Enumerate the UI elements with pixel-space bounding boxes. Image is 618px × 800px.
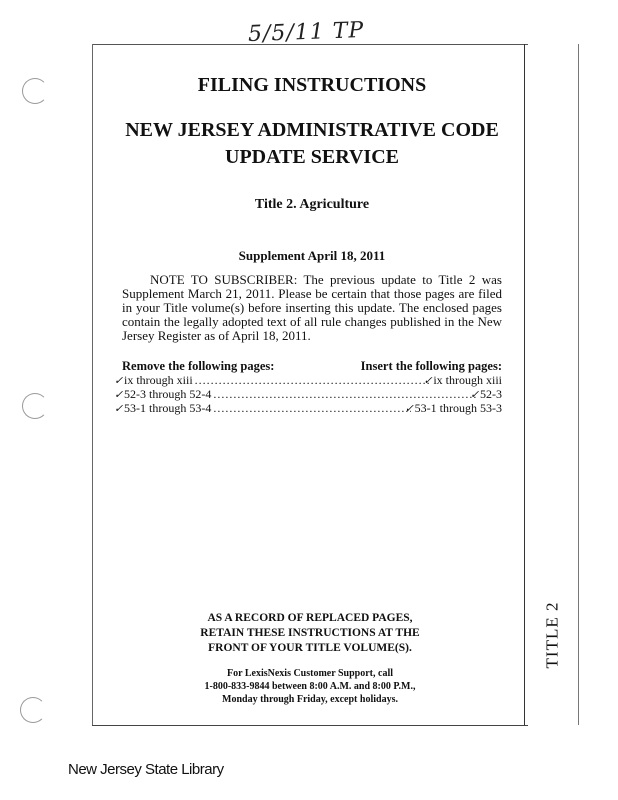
checkmark-icon: ✓ [114, 389, 124, 401]
remove-pages: ix through xiii [124, 373, 193, 387]
dot-leader [195, 374, 430, 387]
insert-pages: 52-3 [480, 387, 502, 401]
record-notice-line-1: AS A RECORD OF REPLACED PAGES, [207, 612, 413, 624]
punch-hole-top [22, 78, 48, 104]
insert-pages: ix through xiii [433, 373, 502, 387]
support-line-1: For LexisNexis Customer Support, call [226, 668, 393, 679]
spine-label: TITLE 2 [542, 601, 562, 669]
handwritten-date-initials: 5/5/11 TP [247, 17, 365, 48]
dot-leader [213, 388, 476, 401]
title-name: Title 2. Agriculture [254, 197, 370, 212]
checkmark-icon: ✓ [114, 375, 124, 387]
remove-pages: 53-1 through 53-4 [124, 401, 212, 415]
page-replacement-table [114, 359, 502, 416]
remove-pages: 52-3 through 52-4 [124, 387, 212, 401]
checkmark-icon: ✓ [470, 389, 480, 401]
record-notice [160, 611, 460, 656]
spine-tab [527, 590, 577, 680]
table-header [122, 359, 502, 374]
checkmark-icon: ✓ [404, 403, 414, 415]
checkmark-icon: ✓ [114, 403, 124, 415]
service-title-line-1: NEW JERSEY ADMINISTRATIVE CODE [125, 119, 499, 141]
punch-hole-middle [22, 393, 48, 419]
subscriber-note: NOTE TO SUBSCRIBER: The previous update to Title 2 was Supplement March 21, 2011. Please be certain that those pages are filed in your Title volume(s) before inserting this update. The enclosed pages contain the legally adopted text of all rule changes published in the New Jersey Register as of April 18, 2011. [122, 272, 502, 343]
table-row [114, 373, 502, 388]
frame-top-line [92, 44, 528, 45]
frame-right-line [578, 44, 579, 725]
customer-support-info [160, 667, 460, 706]
frame-bottom-line [92, 725, 528, 726]
support-line-3: Monday through Friday, except holidays. [222, 694, 398, 705]
record-notice-line-3: FRONT OF YOUR TITLE VOLUME(S). [208, 642, 412, 654]
frame-left-line [92, 44, 93, 725]
remove-header: Remove the following pages: [122, 359, 275, 373]
library-stamp: New Jersey State Library [68, 761, 224, 778]
dot-leader [213, 402, 410, 415]
page-heading: FILING INSTRUCTIONS [197, 74, 427, 96]
spine-divider-line [524, 44, 525, 725]
record-notice-line-2: RETAIN THESE INSTRUCTIONS AT THE [200, 627, 420, 639]
table-row [114, 401, 502, 416]
punch-hole-bottom [20, 697, 46, 723]
support-line-2: 1-800-833-9844 between 8:00 A.M. and 8:00 P.M., [204, 681, 416, 692]
supplement-date: Supplement April 18, 2011 [238, 248, 386, 263]
instructions-body [114, 74, 502, 416]
insert-header: Insert the following pages: [360, 359, 502, 373]
checkmark-icon: ✓ [423, 375, 433, 387]
insert-pages: 53-1 through 53-3 [414, 401, 502, 415]
service-title-line-2: UPDATE SERVICE [225, 146, 399, 168]
table-row [114, 387, 502, 402]
